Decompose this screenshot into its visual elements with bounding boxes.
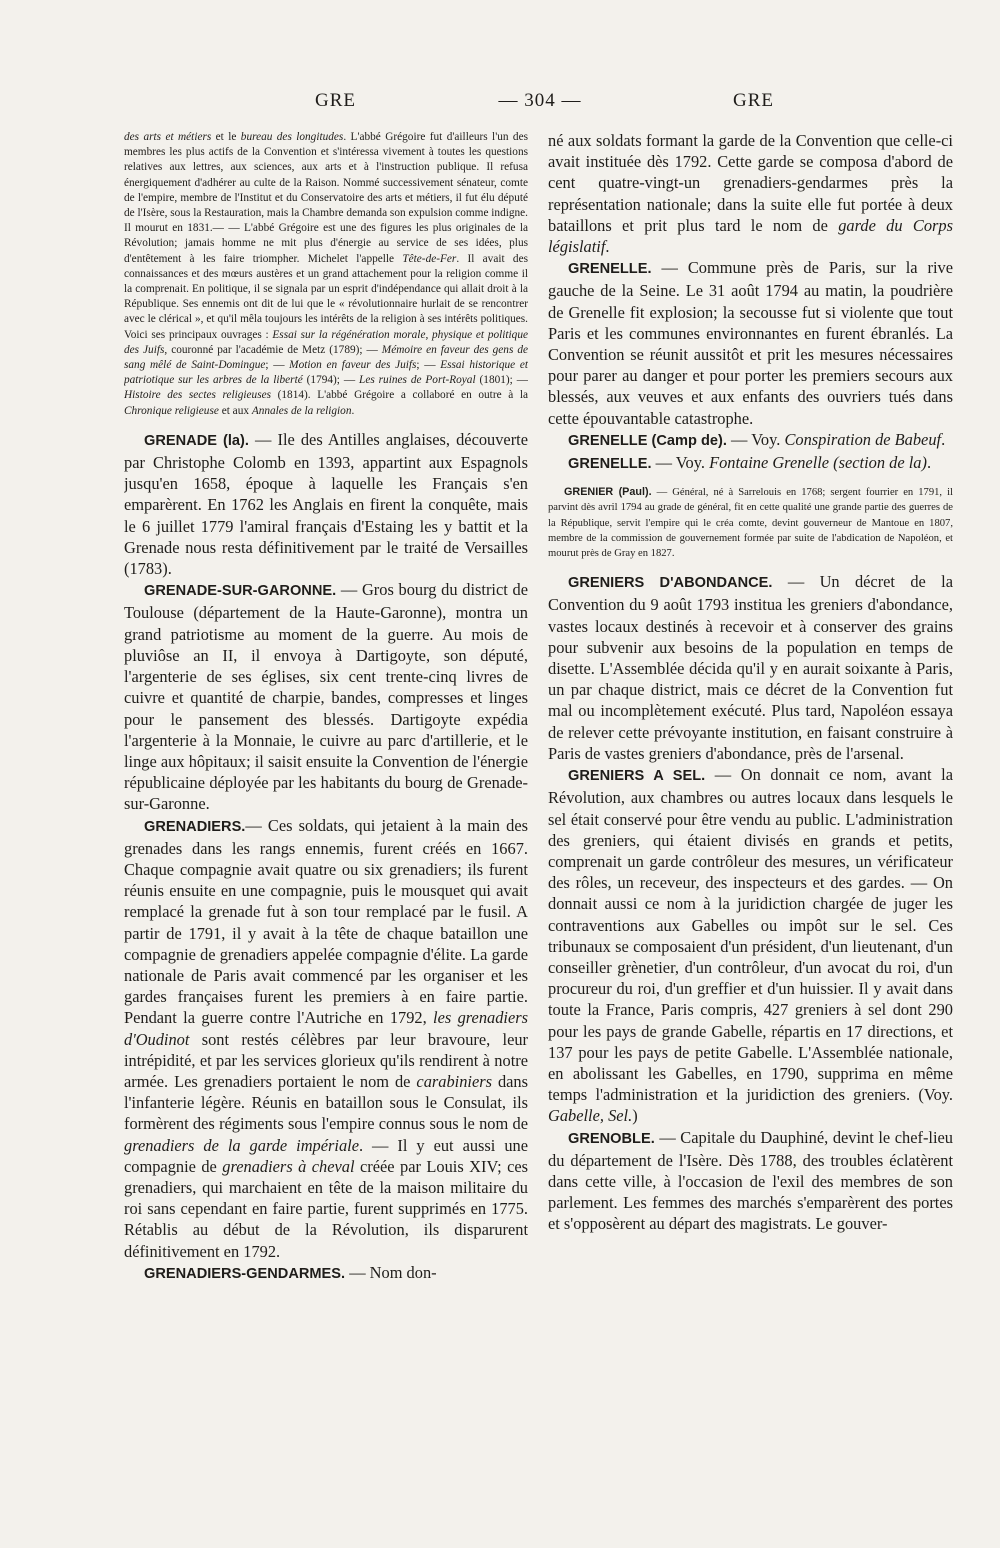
entry-grenelle-camp: GRENELLE (Camp de). — Voy. Conspiration de Babeuf. bbox=[568, 429, 946, 449]
entry-grenadiers-gendarmes-continuation: né aux soldats formant la garde de la Convention que celle-ci avait instituée dès 1792. Cette garde se composa d'abord de cent quatre-vingt-un grenadiers-gendarmes près la représentation nationale; dans la suite elle fut portée à deux bataillons et prit plus tard le nom de garde du Corps législatif. bbox=[548, 131, 953, 257]
entry-greniers-a-sel: GRENIERS A SEL. — On donnait ce nom, avant la Révolution, aux chambres ou autres locaux dans lesquels le sel était conservé pour être vendu au public. L'administration des greniers, qui étaient divisés en grands et petits, comprenait un garde contrôleur des mesures, un vérificateur des rôles, un receveur, des inspecteurs et des gardes. — On donnait aussi ce nom à la juridiction chargée de juger les contraventions aux Gabelles ou impôt sur le sel. Ces tribunaux se composaient d'un président, d'un lieutenant, d'un conseiller grènetier, d'un contrôleur, d'un avocat du roi, d'un procureur du roi, d'un greffier et d'un huissier. Il y avait dans toute la France, Paris compris, 427 greniers à sel dont 290 pour les pays de grande Gabelle, répartis en 17 directions, et 137 pour les pays de petite Gabelle. L'Assemblée nationale, en abolissant les Gabelles, en 1790, supprima en même temps l'administration et la juridiction des greniers. (Voy. Gabelle, Sel.) bbox=[548, 765, 953, 1126]
headword-grenade-sur-garonne: GRENADE-SUR-GARONNE. bbox=[144, 583, 337, 600]
headword-grenelle: GRENELLE. bbox=[568, 261, 652, 278]
right-column bbox=[548, 130, 953, 1510]
entry-grenelle-fontaine: GRENELLE. — Voy. Fontaine Grenelle (section de la). bbox=[568, 453, 932, 473]
headword-greniers-a-sel: GRENIERS A SEL. bbox=[568, 768, 706, 785]
entry-grenoble: GRENOBLE. — Capitale du Dauphiné, devint le chef-lieu du département de l'Isère. Dès 1788, des troubles éclatèrent dans cette ville, à l'occasion de l'exil des membres de son parlement. Les femmes des marchés s'emparèrent des portes et s'opposèrent au départ des magistrats. Le gouver- bbox=[548, 1127, 953, 1234]
headword-grenadiers-gendarmes: GRENADIERS-GENDARMES. bbox=[144, 1265, 346, 1282]
entry-grenelle: GRENELLE. — Commune près de Paris, sur la rive gauche de la Seine. Le 31 août 1794 au matin, la poudrière de Grenelle fit explosion; la secousse fut si violente que tout Paris et les communes environnantes en furent ébranlés. La Convention se réunit aussitôt et prit les mesures nécessaires pour parer au danger et pour porter les premiers secours aux blessés, aux veuves et aux enfants des ouvriers tués dans cette épouvantable catastrophe. bbox=[548, 258, 953, 428]
entry-grenade: GRENADE (la). — Ile des Antilles anglaises, découverte par Christophe Colomb en 1393, appartint aux Espagnols jusqu'en 1658, époque à laquelle les Français s'en emparèrent. En 1762 les Anglais en firent la conquête, mais le 6 juillet 1779 l'amiral français d'Estaing les y battit et la Grenade nous resta définitivement par le traité de Versailles (1783). bbox=[124, 429, 528, 579]
entry-greniers-abondance: GRENIERS D'ABONDANCE. — Un décret de la Convention du 9 août 1793 institua les greniers d'abondance, vastes locaux destinés à recevoir et à conserver des grains pour subvenir aux besoins de la population en temps de disette. L'Assemblée décida qu'il y en aurait soixante à Paris, un par chaque district, mais ce décret de la Convention fut mal ou incomplètement exécuté. Plus tard, Napoléon essaya de relever cette prévoyante institution, en faisant construire à Paris de vastes greniers d'abondance, près de l'arsenal. bbox=[548, 572, 953, 763]
header-right-word: GRE bbox=[733, 90, 774, 111]
running-header bbox=[0, 90, 1000, 120]
headword-greniers-abondance: GRENIERS D'ABONDANCE. bbox=[568, 575, 773, 592]
headword-grenadiers: GRENADIERS. bbox=[144, 818, 246, 835]
spacer bbox=[548, 561, 953, 571]
left-column bbox=[124, 130, 528, 1510]
headword-grenier-paul: GRENIER (Paul). bbox=[564, 486, 652, 499]
entry-grenier-paul: GRENIER (Paul). — Général, né à Sarrelouis en 1768; sergent fourrier en 1791, il parvint dès avril 1794 au grade de général, fit en cette qualité une grande partie des guerres de la République, servit l'empire qui le créa comte, devint gouverneur de Mantoue en 1807, membre de la commission de gouvernement formée par suite de l'abdication de Napoléon, et mourut près de Gray en 1827. bbox=[548, 486, 953, 560]
entry-grenadiers-gendarmes: GRENADIERS-GENDARMES. — Nom don- bbox=[144, 1262, 437, 1282]
spacer bbox=[548, 475, 953, 485]
headword-grenade: GRENADE (la). bbox=[144, 432, 249, 449]
headword-grenelle-camp: GRENELLE (Camp de). bbox=[568, 432, 727, 449]
entry-grenadiers: GRENADIERS.— Ces soldats, qui jetaient à la main des grenades dans les rangs ennemis, furent créés en 1667. Chaque compagnie avait quatre ou six grenadiers; ils furent réunis ensuite en une compagnie, puis le mousquet qui avait remplacé la grenade fut à son tour remplacé par le fusil. A partir de 1791, il y avait à la tête de chaque bataillon une compagnie de grenadiers appelée compagnie d'élite. La garde nationale de Paris avait commencé par les organiser et les gardes françaises furent les premiers à en faire partie. Pendant la guerre contre l'Autriche en 1792, les grenadiers d'Oudinot sont restés célèbres par leur bravoure, leur intrépidité, et par les services glorieux qu'ils rendirent à notre armée. Les grenadiers portaient le nom de carabiniers dans l'infanterie légère. Réunis en bataillon sous le Consulat, ils formèrent des régiments sous l'empire connus sous le nom de grenadiers de la garde impériale. — Il y eut aussi une compagnie de grenadiers à cheval créée par Louis XIV; ces grenadiers, qui marchaient en tête de la maison militaire du roi sans cependant en faire partie, furent supprimés en 1775. Rétablis au début de la Révolution, ils disparurent définitivement en 1792. bbox=[124, 815, 528, 1261]
page-number: — 304 — bbox=[498, 90, 582, 111]
entry-gregoire-continuation: des arts et métiers et le bureau des longitudes. L'abbé Grégoire fut d'ailleurs l'un des membres les plus actifs de la Convention et s'intéressa vivement à toutes les questions relatives aux lettres, aux sciences, aux arts et à l'instruction publique. Il refusa énergiquement d'adhérer au culte de la Raison. Nommé successivement sénateur, comte de l'empire, membre de l'Institut et du Conservatoire des arts et métiers, il fut élu député de l'Isère, sous la Restauration, mais la Chambre demanda son expulsion comme indigne. Il mourut en 1831.— — L'abbé Grégoire est une des figures les plus originales de la Révolution; jamais homme ne mit plus d'énergie au service de ses idées, plus d'entêtement à les faire triompher. Michelet l'appelle Tête-de-Fer. Il avait des connaissances et des mœurs austères et un grand attachement pour la religion comme il la comprenait. En politique, il se signala par un esprit d'indépendance qui allait droit à la République. Ses ennemis ont dit de lui que le « révolutionnaire hurlait de se rencontrer avec le clérical », et qu'il mêla toujours les intérêts de la religion à ses intérêts politiques. Voici ses principaux ouvrages : Essai sur la régénération morale, physique et politique des Juifs, couronné par l'académie de Metz (1789); — Mémoire en faveur des gens de sang mêlé de Saint-Domingue; — Motion en faveur des Juifs; — Essai historique et patriotique sur les arbres de la liberté (1794); — Les ruines de Port-Royal (1801); — Histoire des sectes religieuses (1814). L'abbé Grégoire a collaboré en outre à la Chronique religieuse et aux Annales de la religion. bbox=[124, 131, 528, 417]
spacer bbox=[124, 419, 528, 429]
headword-grenoble: GRENOBLE. bbox=[568, 1130, 655, 1147]
entry-grenade-sur-garonne: GRENADE-SUR-GARONNE. — Gros bourg du district de Toulouse (département de la Haute-Garonne), montra un grand patriotisme au moment de la guerre. Au mois de pluviôse an II, il envoya à Dartigoyte, son député, l'argenterie de ses églises, six cent trente-cinq livres de cuivre et quantité de charpie, bandes, compresses et linges pour le pansement des blessés. Dartigoyte expédia l'argenterie à la Monnaie, le cuivre au parc d'artillerie, et le linge aux hôpitaux; il saisit ensuite la Convention de l'énergie républicaine déployée par les habitants du bourg de Grenade-sur-Garonne. bbox=[124, 580, 528, 814]
headword-grenelle-2: GRENELLE. bbox=[568, 456, 652, 473]
header-left-word: GRE bbox=[315, 90, 356, 111]
